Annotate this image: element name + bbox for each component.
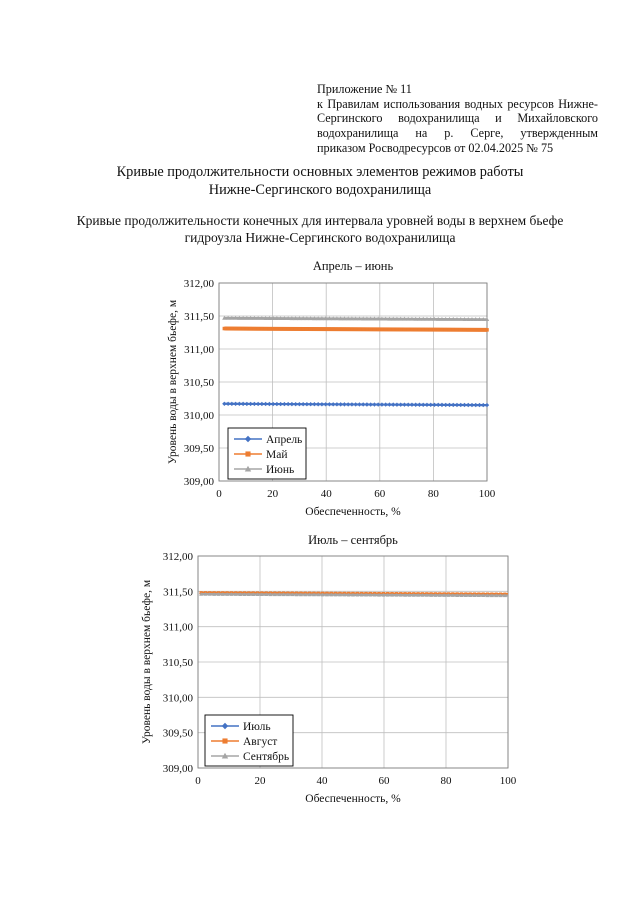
x-tick-label: 20 (267, 488, 279, 500)
data-point (267, 402, 271, 406)
data-point (414, 403, 418, 407)
data-point (448, 328, 452, 332)
data-point (222, 402, 226, 406)
data-point (223, 327, 227, 331)
data-point (368, 402, 372, 406)
data-point (425, 403, 429, 407)
data-point (485, 403, 489, 407)
data-point (403, 328, 407, 332)
data-point (444, 403, 448, 407)
x-tick-label: 0 (216, 488, 222, 500)
y-tick-label: 311,50 (184, 311, 214, 323)
data-point (485, 328, 489, 332)
y-tick-label: 311,00 (184, 344, 214, 356)
series-markers-3 (222, 316, 489, 321)
data-point (474, 403, 478, 407)
data-point (399, 402, 403, 406)
data-point (260, 402, 264, 406)
x-axis-label: Обеспеченность, % (305, 506, 401, 518)
data-point (384, 328, 388, 332)
y-tick-label: 309,50 (183, 443, 214, 455)
data-point (320, 327, 324, 331)
data-point (338, 402, 342, 406)
x-tick-label: 20 (254, 775, 266, 787)
data-point (248, 402, 252, 406)
data-point (410, 403, 414, 407)
data-point (260, 327, 264, 331)
data-point (279, 327, 283, 331)
data-point (283, 327, 287, 331)
y-tick-label: 310,50 (183, 377, 214, 389)
data-point (388, 328, 392, 332)
data-point (402, 402, 406, 406)
data-point (335, 402, 339, 406)
data-point (346, 402, 350, 406)
x-tick-label: 80 (440, 775, 452, 787)
data-point (436, 403, 440, 407)
data-point (447, 403, 451, 407)
data-point (305, 402, 309, 406)
data-point (245, 327, 249, 331)
data-point (256, 402, 260, 406)
y-tick-label: 311,50 (163, 586, 193, 599)
data-point (237, 402, 241, 406)
data-point (252, 402, 256, 406)
data-point (335, 327, 339, 331)
data-point (241, 402, 245, 406)
data-point (346, 327, 350, 331)
data-point (301, 327, 305, 331)
legend-swatch-marker (222, 738, 227, 743)
data-point (372, 402, 376, 406)
data-point (342, 402, 346, 406)
data-point (290, 402, 294, 406)
data-point (294, 327, 298, 331)
data-point (361, 327, 365, 331)
document-subheading (0, 212, 640, 246)
y-tick-label: 312,00 (183, 278, 214, 290)
data-point (298, 327, 302, 331)
data-point (353, 402, 357, 406)
data-point (466, 403, 470, 407)
data-point (301, 402, 305, 406)
data-point (316, 402, 320, 406)
data-point (463, 328, 467, 332)
chart-title: Апрель – июнь (312, 259, 394, 273)
legend-entry: Май (266, 449, 288, 461)
data-point (470, 403, 474, 407)
data-point (477, 403, 481, 407)
data-point (474, 328, 478, 332)
data-point (466, 328, 470, 332)
data-point (440, 328, 444, 332)
data-point (444, 328, 448, 332)
subheading-line-1: Кривые продолжительности конечных для интервала уровней воды в верхнем бьефе (76, 213, 564, 228)
x-tick-label: 0 (195, 775, 201, 787)
data-point (391, 402, 395, 406)
data-point (421, 403, 425, 407)
data-point (286, 327, 290, 331)
y-tick-label: 309,00 (183, 476, 214, 488)
appendix-line-3: Сергинского водохранилища и Михайловского (317, 111, 598, 126)
data-point (238, 327, 242, 331)
x-tick-label: 40 (320, 488, 332, 500)
data-point (316, 327, 320, 331)
data-point (432, 403, 436, 407)
y-axis-label: Уровень воды в верхнем бьефе, м (167, 299, 179, 465)
data-point (339, 327, 343, 331)
data-point (275, 327, 279, 331)
x-tick-label: 60 (378, 775, 390, 787)
data-point (395, 402, 399, 406)
data-point (245, 402, 249, 406)
data-point (414, 328, 418, 332)
data-point (478, 328, 482, 332)
y-tick-label: 310,00 (183, 410, 214, 422)
data-point (440, 403, 444, 407)
data-point (451, 328, 455, 332)
chart-april-june (0, 256, 640, 518)
data-point (365, 402, 369, 406)
data-point (331, 327, 335, 331)
chart-legend (205, 715, 293, 766)
data-point (459, 403, 463, 407)
data-point (264, 327, 268, 331)
x-tick-label: 80 (427, 488, 439, 500)
data-point (230, 327, 234, 331)
x-tick-label: 100 (478, 488, 496, 500)
data-point (313, 327, 317, 331)
y-tick-label: 309,00 (162, 763, 193, 775)
data-point (380, 402, 384, 406)
data-point (309, 327, 313, 331)
data-point (312, 402, 316, 406)
data-point (297, 402, 301, 406)
data-point (380, 328, 384, 332)
data-point (433, 328, 437, 332)
data-point (253, 327, 257, 331)
data-point (391, 328, 395, 332)
chart-title: Июль – сентябрь (308, 533, 398, 547)
heading-line-1: Кривые продолжительности основных элементов режимов работы (116, 164, 524, 180)
data-point (369, 328, 373, 332)
data-point (320, 402, 324, 406)
data-point (387, 402, 391, 406)
data-point (425, 328, 429, 332)
heading-line-2: Нижне-Сергинского водохранилища (208, 182, 432, 198)
data-point (226, 402, 230, 406)
data-point (323, 402, 327, 406)
data-point (470, 328, 474, 332)
subheading-line-2: гидроузла Нижне-Сергинского водохранилища (184, 230, 456, 245)
series-markers-2 (223, 327, 489, 332)
chart-july-september (0, 530, 640, 810)
data-point (361, 402, 365, 406)
legend-entry: Июль (243, 721, 271, 733)
x-tick-label: 60 (374, 488, 386, 500)
x-axis-label: Обеспеченность, % (305, 793, 401, 805)
y-tick-label: 311,00 (163, 621, 193, 634)
y-tick-label: 312,00 (162, 551, 193, 563)
data-point (383, 402, 387, 406)
data-point (256, 327, 260, 331)
data-point (376, 328, 380, 332)
chart-legend (228, 428, 306, 479)
document-heading (0, 163, 640, 199)
data-point (481, 403, 485, 407)
appendix-line-2: к Правилам использования водных ресурсов Нижне- (317, 96, 598, 111)
data-point (234, 327, 238, 331)
y-tick-label: 309,50 (162, 727, 193, 740)
appendix-line-1: Приложение № 11 (317, 82, 412, 96)
data-point (354, 327, 358, 331)
data-point (327, 402, 331, 406)
data-point (429, 328, 433, 332)
data-point (282, 402, 286, 406)
data-point (418, 328, 422, 332)
data-point (233, 402, 237, 406)
data-point (268, 327, 272, 331)
data-point (406, 403, 410, 407)
appendix-block (317, 82, 598, 156)
y-tick-label: 310,50 (162, 657, 193, 669)
data-point (399, 328, 403, 332)
data-point (350, 402, 354, 406)
data-point (429, 403, 433, 407)
data-point (324, 327, 328, 331)
legend-swatch-marker (245, 451, 250, 456)
x-tick-label: 40 (316, 775, 328, 787)
y-tick-label: 310,00 (162, 692, 193, 705)
data-point (436, 328, 440, 332)
legend-entry: Август (243, 736, 278, 748)
legend-entry: Июнь (266, 464, 295, 476)
data-point (395, 328, 399, 332)
data-point (305, 327, 309, 331)
legend-entry: Сентябрь (243, 751, 290, 763)
data-point (481, 328, 485, 332)
data-point (357, 402, 361, 406)
data-point (410, 328, 414, 332)
appendix-line-5: приказом Росводресурсов от 02.04.2025 № 75 (317, 140, 554, 155)
data-point (271, 402, 275, 406)
data-point (226, 327, 230, 331)
data-point (459, 328, 463, 332)
data-point (241, 327, 245, 331)
data-point (455, 403, 459, 407)
data-point (358, 327, 362, 331)
appendix-line-4: водохранилища на р. Серге, утвержденным (317, 126, 598, 141)
data-point (365, 327, 369, 331)
data-point (293, 402, 297, 406)
data-point (406, 328, 410, 332)
series-markers-1 (222, 402, 489, 408)
data-point (263, 402, 267, 406)
data-point (451, 403, 455, 407)
data-point (271, 327, 275, 331)
data-point (417, 403, 421, 407)
data-point (308, 402, 312, 406)
data-point (343, 327, 347, 331)
data-point (331, 402, 335, 406)
x-tick-label: 100 (499, 775, 517, 787)
data-point (350, 327, 354, 331)
data-point (455, 328, 459, 332)
data-point (328, 327, 332, 331)
data-point (286, 402, 290, 406)
data-point (421, 328, 425, 332)
legend-entry: Апрель (266, 434, 303, 446)
data-point (278, 402, 282, 406)
data-point (230, 402, 234, 406)
data-point (249, 327, 253, 331)
data-point (462, 403, 466, 407)
data-point (275, 402, 279, 406)
y-axis-label: Уровень воды в верхнем бьефе, м (141, 579, 153, 745)
data-point (373, 328, 377, 332)
data-point (290, 327, 294, 331)
